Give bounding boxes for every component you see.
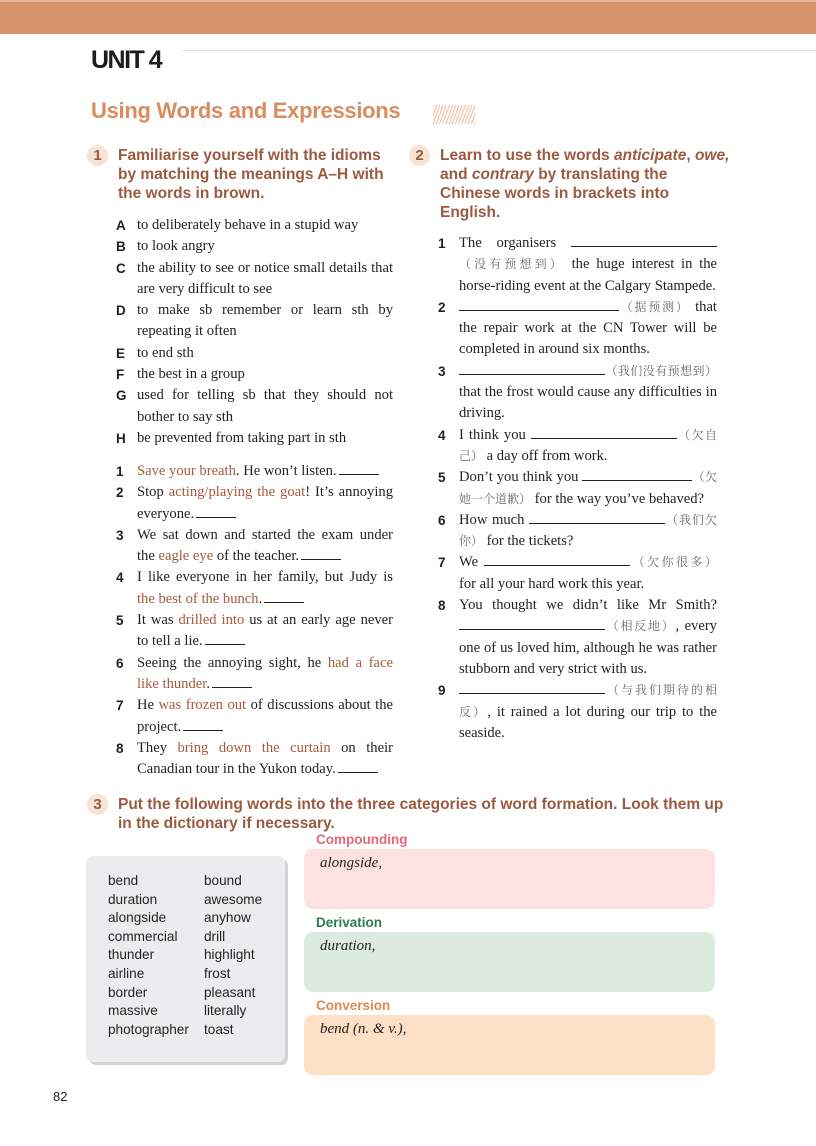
answer-blank[interactable] [183,719,223,731]
answer-blank[interactable] [459,682,605,694]
sentence-number: 8 [116,740,124,756]
sentence-text: the huge interest in the horse-riding event at the Calgary Stampede. [459,256,717,294]
sentence-number: 6 [438,512,446,528]
word-item: duration [108,891,158,907]
divider [183,50,816,51]
sentence-text: Seeing the annoying sight, he [137,654,328,671]
sentence-number: 9 [438,683,446,699]
sentence-number: 1 [438,236,446,251]
meaning-letter: D [116,303,126,319]
meaning-text: to make sb remember or learn sth by repeating it often [137,302,393,340]
word-item: literally [204,1003,247,1019]
conversion-box[interactable] [304,1015,715,1075]
sentence-text: , it rained a lot during our trip to the seaside. [459,703,717,741]
word-item: drill [204,928,226,944]
translation-sentence [438,595,717,680]
meanings-list [116,215,393,449]
word-item: toast [204,1021,234,1037]
translation-sentence [438,680,717,744]
translation-sentence [438,233,717,297]
sentence-number: 1 [116,464,124,479]
category-label-conversion: Conversion [316,998,391,1013]
sentence-number: 7 [438,555,446,571]
sentence-number: 4 [116,570,124,586]
sentence-text: Don’t you think you [459,469,583,486]
sentence-text: , every one of us loved him, although he was rather stubborn and very strict with us. [459,618,717,677]
chinese-hint: （没有预想到） [459,257,565,272]
word-item: frost [204,965,231,981]
exercise-3-instruction [93,795,728,833]
chinese-hint: （据预测） [619,299,690,314]
sentence-number: 2 [116,485,124,501]
answer-blank[interactable] [459,618,605,630]
idiom-sentence [116,461,393,482]
idiom-highlight: was frozen out [158,697,247,714]
sentence-text: I like everyone in her family, but Judy is [137,569,393,586]
word-item: photographer [108,1021,189,1037]
answer-blank[interactable] [582,469,692,481]
sentence-text: of discussions about the project. [137,697,393,735]
meaning-letter: E [116,345,126,361]
answer-blank[interactable] [459,363,605,375]
idiom-highlight: acting/playing the goat [168,484,306,501]
word-item: border [108,984,148,1000]
exercise-2-instruction [415,146,730,222]
idiom-highlight: the best of the bunch [137,590,259,607]
sentence-number: 7 [116,698,124,714]
category-label-derivation: Derivation [316,915,383,930]
word-item: bend [108,873,139,888]
keyword: owe, [694,147,730,164]
unit-title: UNIT 4 [91,46,162,74]
keyword: contrary [471,166,534,183]
sentence-number: 2 [438,299,446,315]
meaning-letter: F [116,367,125,383]
chinese-hint: （我们没有预想到） [605,363,717,378]
sentence-number: 5 [438,470,446,486]
example-word: duration, [320,938,376,954]
idiom-highlight: eagle eye [158,548,214,565]
meaning-item [116,215,393,236]
word-item: bound [204,873,242,888]
idiom-sentence [116,610,393,653]
meaning-text: the best in a group [137,366,245,383]
sentence-text: . [258,590,263,607]
answer-blank[interactable] [196,506,236,518]
sentence-text: for all your hard work this year. [459,575,645,592]
meaning-text: to end sth [137,344,194,361]
meaning-text: to look angry [137,238,215,255]
idiom-sentence [116,653,393,696]
answer-blank[interactable] [459,299,619,311]
meaning-item [116,343,393,364]
meaning-letter: B [116,239,126,255]
sentence-text: Stop [137,484,169,501]
meaning-item [116,428,393,449]
derivation-box[interactable] [304,932,715,992]
sentence-text: How much [459,511,530,528]
sentence-text: We [459,554,485,571]
exercise-number: 2 [409,145,430,166]
meaning-item [116,258,393,301]
sentence-text: a day off from work. [483,447,608,464]
word-item: pleasant [204,984,256,1000]
instruction-text: Learn to use the words [440,147,614,164]
sentence-text: us at an early age never to tell a lie. [137,612,393,650]
instruction-text: by translating the Chinese words in brackets into English. [440,166,670,221]
chinese-hint: （欠自己） [459,427,717,463]
meaning-letter: A [116,218,126,233]
sentence-number: 8 [438,598,446,614]
chinese-hint: （相反地） [605,619,676,634]
word-column [204,872,262,1039]
instruction-text: Familiarise yourself with the idioms by matching the meanings A–H with the words in brown. [118,147,384,202]
word-item: airline [108,965,145,981]
sentence-text: for the way you’ve behaved? [531,490,705,507]
translation-sentences [438,233,717,744]
translation-sentence [438,361,717,425]
sentence-text: The organisers [459,235,571,251]
sentence-text: on their Canadian tour in the Yukon today. [137,739,393,778]
answer-blank[interactable] [301,548,341,560]
meaning-item [116,385,393,428]
sentence-number: 4 [438,427,446,443]
meaning-text: be prevented from taking part in sth [137,429,347,446]
idiom-sentences [116,461,393,780]
category-label-compounding: Compounding [316,832,408,847]
sentence-number: 3 [116,527,124,543]
instruction-text: Put the following words into the three categories of word formation. Look them up in the dictionary if necessary. [118,796,724,832]
idiom-sentence [116,525,393,568]
word-item: commercial [108,928,178,944]
answer-blank[interactable] [205,633,245,645]
word-item: thunder [108,947,155,963]
word-bank [86,856,285,1062]
sentence-text: ! It’s annoying everyone. [137,484,393,522]
idiom-sentence [116,482,393,525]
translation-sentence [438,510,717,553]
answer-blank[interactable] [338,761,378,773]
meaning-letter: C [116,260,126,276]
sentence-text: It was [137,612,179,629]
answer-blank[interactable] [264,591,304,603]
page-number: 82 [53,1089,68,1104]
idiom-sentence [116,567,393,610]
meaning-text: used for telling sb that they should not bother to say sth [137,387,393,425]
sentence-text: that the repair work at the CN Tower will be completed in around six months. [459,298,717,358]
instruction-text: and [440,166,472,183]
hatch-decoration [433,105,475,124]
translation-sentence [438,425,717,468]
sentence-text: . [206,675,210,692]
exercise-number: 3 [87,794,108,815]
chinese-hint: （我们欠你） [459,512,717,549]
compounding-box[interactable] [304,849,715,909]
word-item: highlight [204,947,255,963]
sentence-text: . He won’t listen. [235,463,337,479]
header-bar [0,0,816,34]
section-title: Using Words and Expressions [91,98,401,123]
instruction-text: , [686,147,695,164]
exercise-number: 1 [87,145,108,166]
answer-blank[interactable] [484,554,630,566]
meaning-text: the ability to see or notice small details that are very difficult to see [137,259,393,297]
word-item: awesome [204,891,263,907]
answer-blank[interactable] [339,463,379,475]
example-word: bend (n. & v.), [320,1021,407,1037]
sentence-text: for the tickets? [483,533,574,550]
word-column [108,872,189,1039]
sentence-text: You thought we didn’t like Mr Smith? [459,597,717,614]
idiom-highlight: had a face like thunder [137,654,393,692]
idiom-highlight: Save your breath [137,463,236,479]
exercise-1-instruction [93,146,403,203]
meaning-item [116,236,393,257]
translation-sentence [438,467,717,510]
chinese-hint: （与我们期待的相反） [459,683,717,719]
answer-blank[interactable] [531,427,677,439]
sentence-number: 6 [116,655,124,671]
word-item: massive [108,1003,158,1019]
meaning-text: to deliberately behave in a stupid way [137,217,359,233]
sentence-text: He [137,697,159,714]
chinese-hint: （欠她一个道歉） [459,470,717,506]
answer-blank[interactable] [529,512,665,524]
sentence-text: that the frost would cause any difficulties in driving. [459,384,717,422]
idiom-highlight: drilled into [178,612,245,629]
meaning-item [116,300,393,343]
sentence-number: 5 [116,613,124,629]
idiom-sentence [116,695,393,738]
answer-blank[interactable] [571,235,717,247]
example-word: alongside, [320,855,383,871]
sentence-number: 3 [438,363,446,379]
meaning-letter: H [116,430,126,446]
translation-sentence [438,552,717,595]
sentence-text: I think you [459,426,531,443]
sentence-text: They [137,739,178,756]
idiom-sentence [116,738,393,781]
translation-sentence [438,297,717,361]
idiom-highlight: bring down the curtain [177,739,331,756]
meaning-item [116,364,393,385]
sentence-text: We sat down and started the exam under the [137,526,393,565]
word-item: alongside [108,910,167,926]
answer-blank[interactable] [212,676,252,688]
keyword: anticipate [613,147,687,164]
sentence-text: of the teacher. [213,548,300,565]
word-item: anyhow [204,910,251,926]
chinese-hint: （欠你很多） [630,555,717,570]
meaning-letter: G [116,388,127,404]
